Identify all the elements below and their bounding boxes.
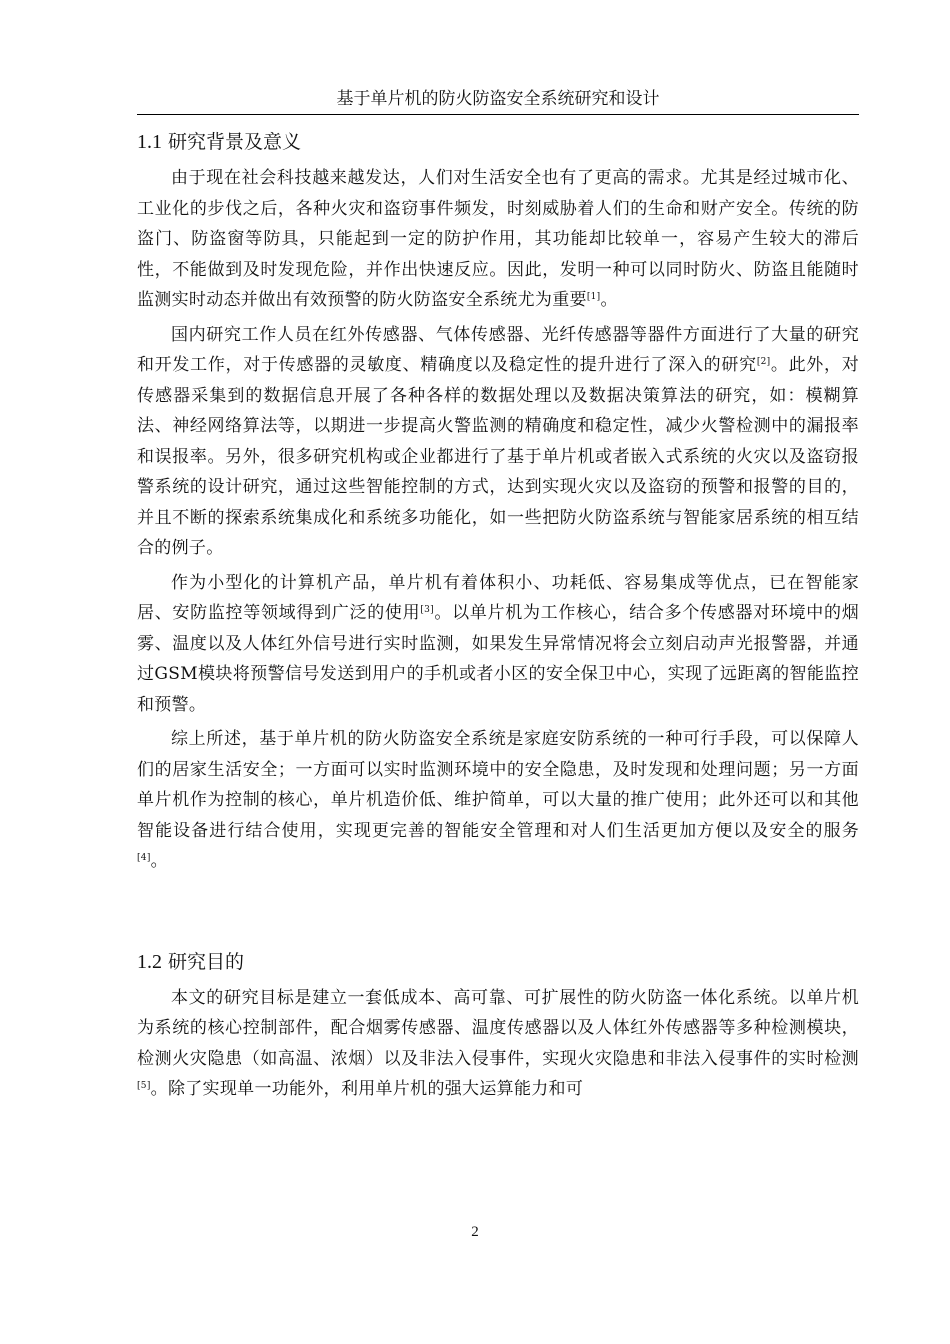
section-body-1-1: [137, 163, 859, 877]
running-header: [137, 86, 859, 115]
paragraph-tail: 。此外，对传感器采集到的数据信息开展了各种各样的数据处理以及数据决策算法的研究，如：模糊算法、神经网络算法等，以期进一步提高火警监测的精确度和稳定性，减少火警检测中的漏报率和误报率。另外，很多研究机构或企业都进行了基于单片机或者嵌入式系统的火灾以及盗窃报警系统的设计研究，通过这些智能控制的方式，达到实现火灾以及盗窃的预警和报警的目的，并且不断的探索系统集成化和系统多功能化，如一些把防火防盗系统与智能家居系统的相互结合的例子。: [137, 355, 860, 558]
paragraph-tail: 。: [150, 851, 168, 871]
citation-ref[interactable]: [5]: [137, 1081, 151, 1091]
paragraph-tail: 。除了实现单一功能外，利用单片机的强大运算能力和可: [150, 1079, 584, 1099]
paragraph: [137, 163, 859, 316]
page-number: 2: [471, 1224, 479, 1240]
paragraph-tail: 。: [600, 290, 618, 310]
paragraph: [137, 983, 859, 1105]
section-title: 研究目的: [168, 950, 245, 973]
paragraph-text: 本文的研究目标是建立一套低成本、高可靠、可扩展性的防火防盗一体化系统。以单片机为系统的核心控制部件，配合烟雾传感器、温度传感器以及人体红外传感器等多种检测模块，检测火灾隐患（如高温、浓烟）以及非法入侵事件，实现火灾隐患和非法入侵事件的实时检测: [137, 987, 859, 1069]
paragraph-tail: 。以单片机为工作核心，结合多个传感器对环境中的烟雾、温度以及人体红外信号进行实时监测，如果发生异常情况将会立刻启动声光报警器，并通过GSM模块将预警信号发送到用户的手机或者小区的安全保卫中心，实现了远距离的智能监控和预警。: [137, 603, 859, 715]
citation-ref[interactable]: [4]: [137, 853, 151, 863]
section-heading-1-1: [137, 129, 859, 155]
paragraph-text: 国内研究工作人员在红外传感器、气体传感器、光纤传感器等器件方面进行了大量的研究和开发工作，对于传感器的灵敏度、精确度以及稳定性的提升进行了深入的研究: [137, 324, 859, 375]
paragraph-text: 综上所述，基于单片机的防火防盗安全系统是家庭安防系统的一种可行手段，可以保障人们的居家生活安全；一方面可以实时监测环境中的安全隐患，及时发现和处理问题；另一方面单片机作为控制的核心，单片机造价低、维护简单，可以大量的推广使用；此外还可以和其他智能设备进行结合使用，实现更完善的智能安全管理和对人们生活更加方便以及安全的服务: [137, 729, 859, 841]
paragraph: [137, 724, 859, 877]
section-heading-1-2: [137, 949, 859, 975]
paragraph-text: 作为小型化的计算机产品，单片机有着体积小、功耗低、容易集成等优点，已在智能家居、安防监控等领域得到广泛的使用: [137, 572, 859, 623]
citation-ref[interactable]: [3]: [420, 605, 434, 615]
section-number: 1.1: [137, 131, 162, 153]
section-body-1-2: [137, 983, 859, 1105]
paragraph-text: 由于现在社会科技越来越发达，人们对生活安全也有了更高的需求。尤其是经过城市化、工业化的步伐之后，各种火灾和盗窃事件频发，时刻威胁着人们的生命和财产安全。传统的防盗门、防盗窗等防具，只能起到一定的防护作用，其功能却比较单一，容易产生较大的滞后性，不能做到及时发现危险，并作出快速反应。因此，发明一种可以同时防火、防盗且能随时监测实时动态并做出有效预警的防火防盗安全系统尤为重要: [137, 168, 859, 310]
running-header-title: 基于单片机的防火防盗安全系统研究和设计: [336, 89, 660, 109]
paragraph: [137, 320, 859, 564]
section-title: 研究背景及意义: [168, 131, 302, 153]
paragraph: [137, 568, 859, 721]
citation-ref[interactable]: [1]: [586, 292, 601, 302]
document-page: [137, 86, 859, 1105]
section-number: 1.2: [137, 950, 162, 973]
citation-ref[interactable]: [2]: [756, 357, 771, 367]
